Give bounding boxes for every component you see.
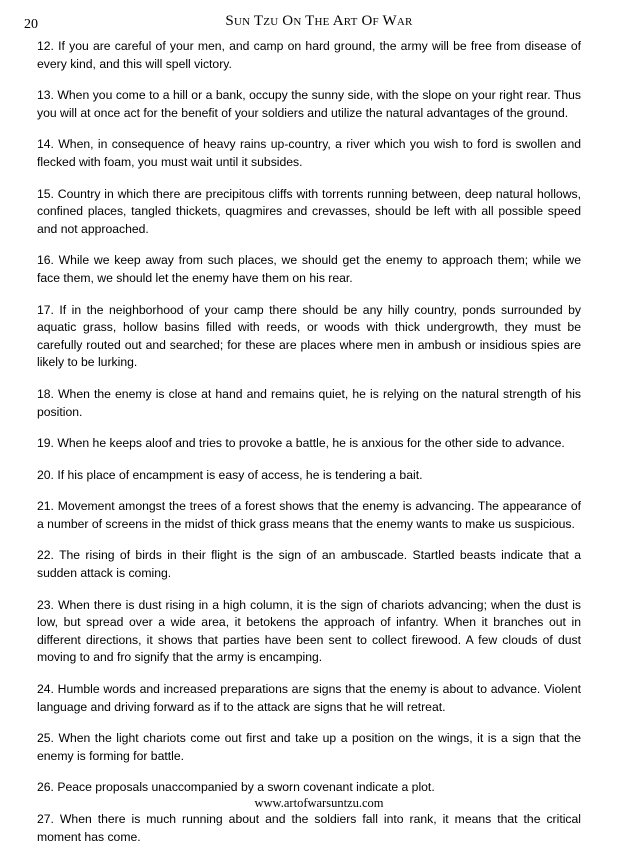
- paragraph-12: 12. If you are careful of your men, and camp on hard ground, the army will be free from disease of every kind, and this will spell victory.: [37, 39, 581, 71]
- paragraph-22: 22. The rising of birds in their flight is the sign of an ambuscade. Startled beasts indicate that a sudden attack is coming.: [37, 548, 581, 581]
- page-number: 20: [24, 17, 38, 32]
- footer-url: www.artofwarsuntzu.com: [254, 796, 384, 810]
- body-text: [37, 38, 581, 860]
- paragraph-23: 23. When there is dust rising in a high column, it is the sign of chariots advancing; when the dust is low, but spread over a wide area, it betokens the approach of infantry. When it branches out in different directions, it shows that parties have been sent to collect firewood. A few clouds of dust moving to and fro signify that the army is encamping.: [37, 597, 581, 665]
- paragraph-21: 21. Movement amongst the trees of a forest shows that the enemy is advancing. The appearance of a number of screens in the midst of thick grass means that the enemy wants to make us suspicious.: [37, 499, 581, 531]
- running-head-title: Sun Tzu On The Art Of War: [225, 13, 413, 29]
- paragraph-27: 27. When there is much running about and the soldiers fall into rank, it means that the critical moment has come.: [37, 812, 581, 844]
- paragraph-14: 14. When, in consequence of heavy rains up-country, a river which you wish to ford is swollen and flecked with foam, you must wait until it subsides.: [37, 137, 581, 169]
- paragraph-20: 20. If his place of encampment is easy of access, he is tendering a bait.: [37, 467, 423, 482]
- paragraph-24: 24. Humble words and increased preparations are signs that the enemy is about to advance. Violent language and driving forward as if to the attack are signs that he will retreat.: [37, 682, 581, 714]
- paragraph-18: 18. When the enemy is close at hand and remains quiet, he is relying on the natural strength of his position.: [37, 386, 581, 419]
- paragraph-16: 16. While we keep away from such places, we should get the enemy to approach them; while we face them, we should let the enemy have them on his rear.: [37, 253, 581, 285]
- paragraph-17: 17. If in the neighborhood of your camp there should be any hilly country, ponds surrounded by aquatic grass, hollow basins filled with reeds, or woods with thick undergrowth, they must be carefully routed out and searched; for these are places where men in ambush or insidious spies are likely to be lurking.: [37, 302, 581, 370]
- paragraph-26: 26. Peace proposals unaccompanied by a sworn covenant indicate a plot.: [37, 780, 435, 795]
- paragraph-15: 15. Country in which there are precipitous cliffs with torrents running between, deep natural hollows, confined places, tangled thickets, quagmires and crevasses, should be left with all possible speed and not approached.: [37, 186, 581, 236]
- paragraph-19: 19. When he keeps aloof and tries to provoke a battle, he is anxious for the other side to advance.: [37, 436, 565, 451]
- paragraph-13: 13. When you come to a hill or a bank, occupy the sunny side, with the slope on your right rear. Thus you will at once act for the benefit of your soldiers and utilize the natural advantages of the ground.: [37, 88, 581, 120]
- paragraph-25: 25. When the light chariots come out first and take up a position on the wings, it is a sign that the enemy is forming for battle.: [37, 731, 581, 763]
